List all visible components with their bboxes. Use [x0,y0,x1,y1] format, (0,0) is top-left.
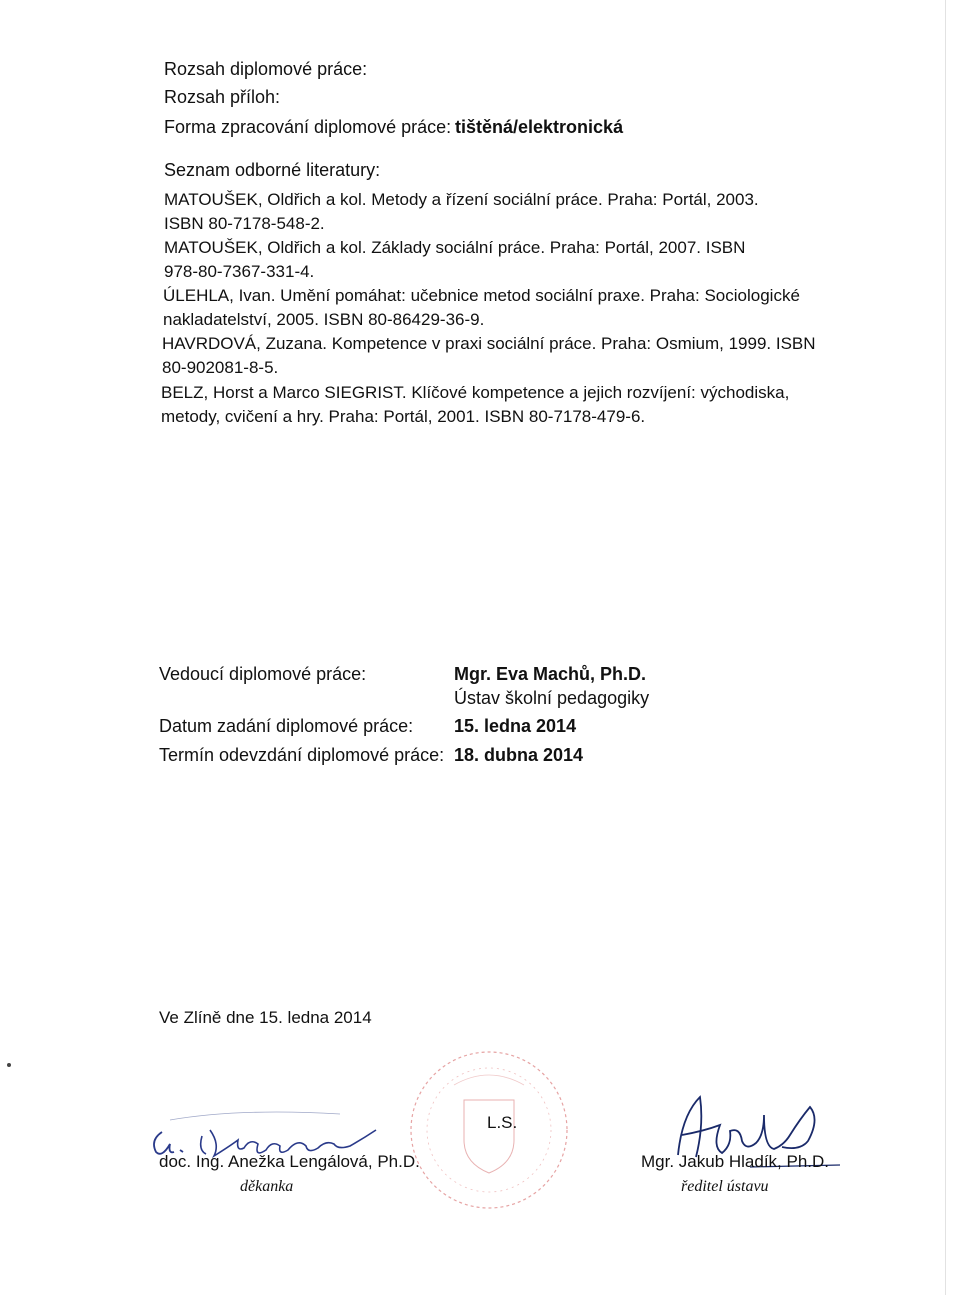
supervisor-label: Vedoucí diplomové práce: [159,664,367,684]
literature-heading: Seznam odborné literatury: [164,160,381,180]
forma-label: Forma zpracování diplomové práce: [164,117,452,137]
dean-name: doc. Ing. Anežka Lengálová, Ph.D. [159,1152,420,1171]
literature-line: HAVRDOVÁ, Zuzana. Kompetence v praxi sociální práce. Praha: Osmium, 1999. ISBN [162,334,816,353]
odevzdani-label: Termín odevzdání diplomové práce: [159,745,445,765]
literature-line: MATOUŠEK, Oldřich a kol. Metody a řízení sociální práce. Praha: Portál, 2003. [164,190,759,209]
supervisor-institute: Ústav školní pedagogiky [454,688,650,708]
zadani-value: 15. ledna 2014 [454,716,577,736]
director-role: ředitel ústavu [681,1178,769,1195]
supervisor-name: Mgr. Eva Machů, Ph.D. [454,664,647,684]
scan-speck [7,1063,11,1067]
scan-edge [945,0,946,1295]
literature-line: ISBN 80-7178-548-2. [164,214,325,233]
place-date: Ve Zlíně dne 15. ledna 2014 [159,1008,372,1027]
literature-line: 80-902081-8-5. [162,358,279,377]
zadani-label: Datum zadání diplomové práce: [159,716,414,736]
dean-role: děkanka [240,1178,294,1195]
director-name: Mgr. Jakub Hladík, Ph.D. [641,1152,830,1171]
rozsah-prace-label: Rozsah diplomové práce: [164,59,368,79]
stamp-text: L.S. [487,1113,518,1132]
literature-line: nakladatelství, 2005. ISBN 80-86429-36-9. [163,310,485,329]
rozsah-priloh-label: Rozsah příloh: [164,87,281,107]
literature-line: ÚLEHLA, Ivan. Umění pomáhat: učebnice metod sociální praxe. Praha: Sociologické [163,286,800,305]
literature-line: metody, cvičení a hry. Praha: Portál, 2001. ISBN 80-7178-479-6. [161,407,646,426]
literature-line: 978-80-7367-331-4. [164,262,315,281]
forma-value: tištěná/elektronická [455,117,624,137]
literature-line: BELZ, Horst a Marco SIEGRIST. Klíčové kompetence a jejich rozvíjení: východiska, [161,383,790,402]
literature-line: MATOUŠEK, Oldřich a kol. Základy sociální práce. Praha: Portál, 2007. ISBN [164,238,746,257]
official-stamp [404,1045,574,1225]
odevzdani-value: 18. dubna 2014 [454,745,584,765]
